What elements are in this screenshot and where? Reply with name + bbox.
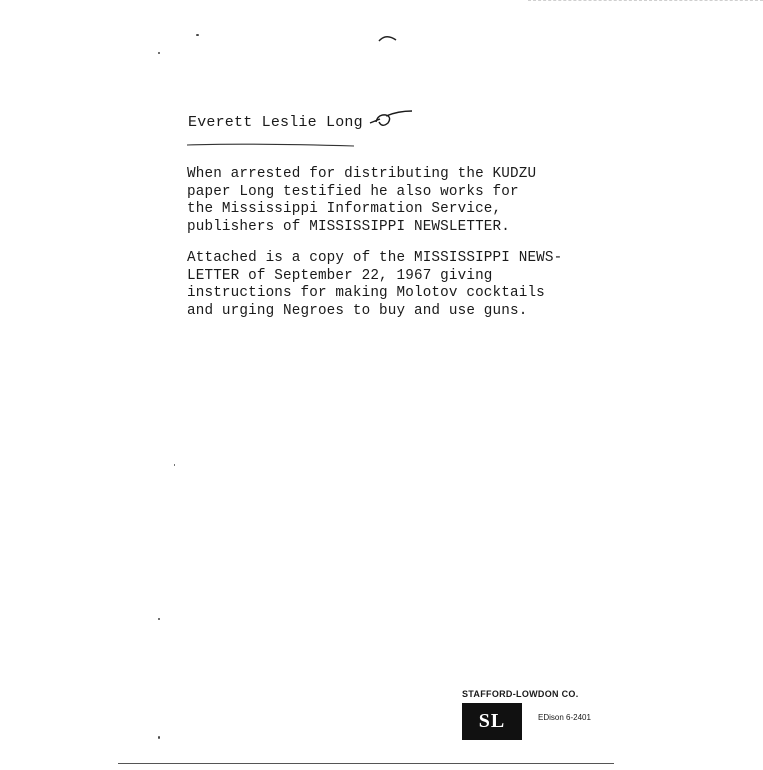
top-edge-dashes <box>528 0 763 1</box>
pen-mark-arc <box>378 33 398 43</box>
ink-speck <box>158 618 160 620</box>
ink-speck <box>158 52 160 54</box>
company-phone: EDison 6-2401 <box>538 713 591 722</box>
paragraph-attachment: Attached is a copy of the MISSISSIPPI NEWS- LETTER of September 22, 1967 giving instructions for making Molotov cocktails and urging Negroes to buy and use guns. <box>187 250 563 319</box>
handwritten-underline <box>186 142 356 148</box>
stationery-imprint <box>462 689 612 741</box>
ink-speck <box>174 464 175 466</box>
bottom-rule <box>118 763 614 764</box>
ink-speck <box>158 736 160 739</box>
handwritten-checkmark <box>368 108 414 130</box>
company-name: STAFFORD-LOWDON CO. <box>462 689 579 699</box>
subject-name: Everett Leslie Long <box>188 114 363 131</box>
ink-speck <box>196 34 199 36</box>
company-logo: SL <box>462 703 522 740</box>
paragraph-arrest: When arrested for distributing the KUDZU paper Long testified he also works for the Mississippi Information Service, publishers of MISSISSIPPI NEWSLETTER. <box>187 166 537 235</box>
